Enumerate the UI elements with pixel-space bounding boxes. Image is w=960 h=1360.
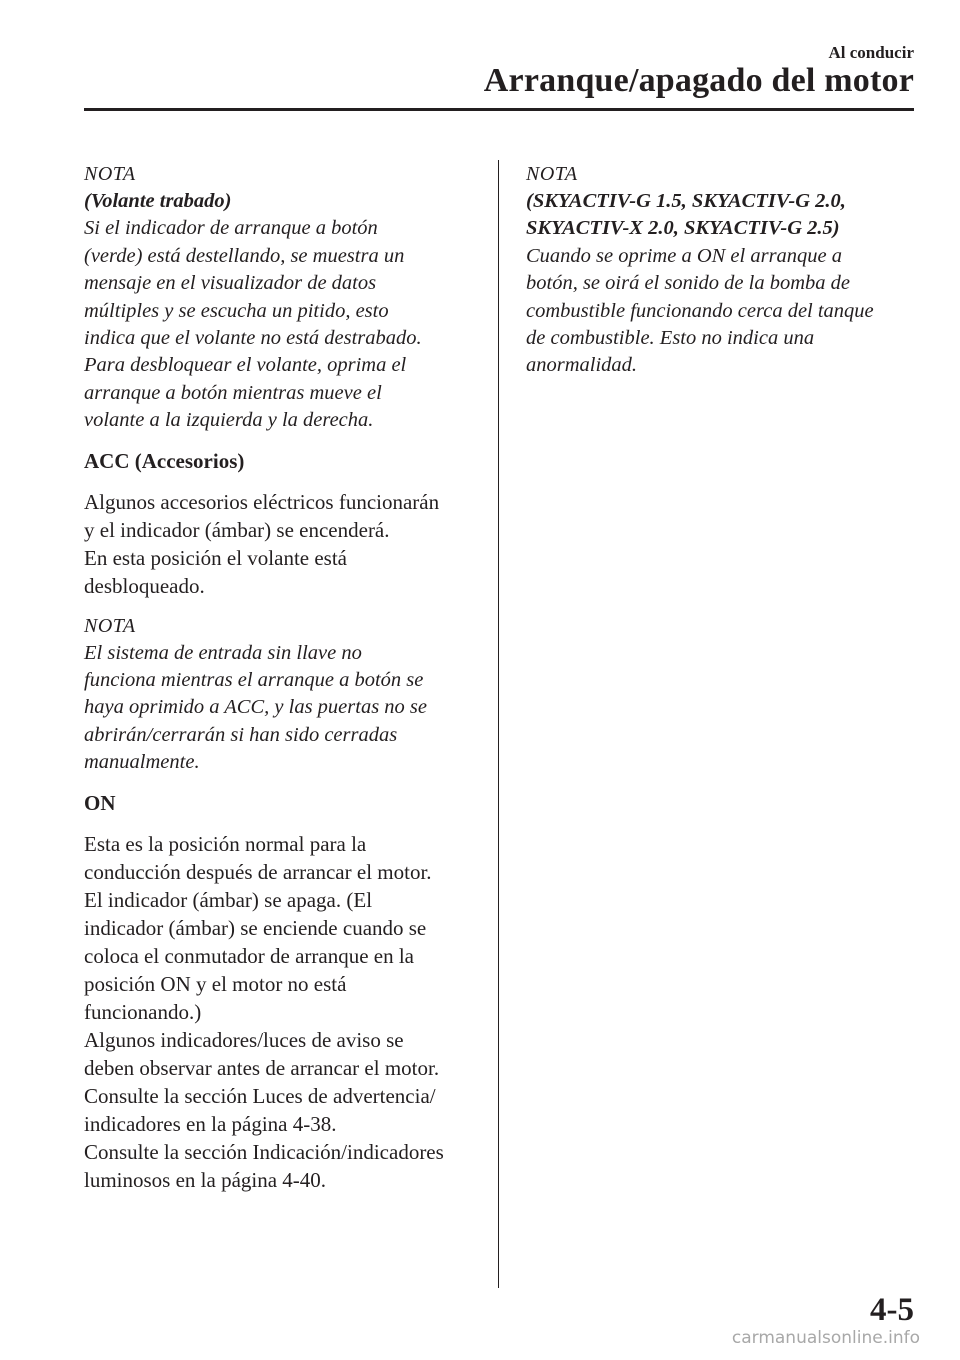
text-line: de combustible. Esto no indica una [526, 327, 815, 350]
note-label: NOTA [84, 163, 136, 185]
text-line: haya oprimido a ACC, y las puertas no se [84, 696, 427, 719]
note-body [84, 215, 482, 434]
note-body [84, 640, 482, 777]
watermark: carmanualsonline.info [731, 1328, 920, 1348]
note-body [526, 243, 924, 380]
text-line: funcionando.) [84, 999, 202, 1024]
text-line: Esta es la posición normal para la [84, 831, 367, 856]
text-line: botón, se oirá el sonido de la bomba de [526, 272, 850, 295]
text-line: Para desbloquear el volante, oprima el [84, 354, 407, 377]
text-line: funciona mientras el arranque a botón se [84, 669, 424, 692]
text-line: luminosos en la página 4-40. [84, 1167, 327, 1192]
text-line: El sistema de entrada sin llave no [84, 641, 362, 664]
section-body [84, 830, 482, 1194]
section-acc [84, 447, 482, 600]
note-keyless-entry [84, 612, 482, 777]
text-line: Cuando se oprime a ON el arranque a [526, 244, 843, 267]
text-line: Algunos accesorios eléctricos funcionarán [84, 489, 440, 514]
text-line: coloca el conmutador de arranque en la [84, 943, 415, 968]
text-line: múltiples y se escucha un pitido, esto [84, 299, 389, 322]
text-line: Consulte la sección Indicación/indicadores [84, 1139, 444, 1164]
text-line: arranque a botón mientras mueve el [84, 381, 382, 404]
text-line: abrirán/cerrarán si han sido cerradas [84, 723, 398, 746]
text-line: SKYACTIV-X 2.0, SKYACTIV-G 2.5) [526, 217, 840, 240]
header-rule [84, 108, 914, 111]
note-steering-locked [84, 160, 482, 435]
section-on [84, 789, 482, 1194]
text-line: volante a la izquierda y la derecha. [84, 409, 374, 432]
text-line: conducción después de arrancar el motor. [84, 859, 432, 884]
text-line: combustible funcionando cerca del tanque [526, 299, 874, 322]
text-line: (verde) está destellando, se muestra un [84, 244, 405, 267]
text-line: indicadores en la página 4-38. [84, 1111, 337, 1136]
text-line: mensaje en el visualizador de datos [84, 272, 377, 295]
note-label: NOTA [526, 163, 578, 185]
text-line: El indicador (ámbar) se apaga. (El [84, 887, 373, 912]
page-number: 4-5 [870, 1292, 914, 1328]
page-title: Arranque/apagado del motor [483, 62, 914, 99]
text-line: En esta posición el volante está [84, 545, 348, 570]
section-body [84, 488, 482, 600]
note-fuel-pump [526, 160, 924, 380]
text-line: Consulte la sección Luces de advertencia/ [84, 1083, 436, 1108]
text-line: deben observar antes de arrancar el motor. [84, 1055, 440, 1080]
right-column [526, 160, 924, 392]
text-line: manualmente. [84, 751, 200, 774]
text-line: desbloqueado. [84, 573, 205, 598]
note-title: (Volante trabado) [84, 190, 232, 212]
text-line: (SKYACTIV-G 1.5, SKYACTIV-G 2.0, [526, 190, 846, 212]
column-divider [498, 160, 499, 1288]
text-line: y el indicador (ámbar) se encenderá. [84, 517, 390, 542]
text-line: Algunos indicadores/luces de aviso se [84, 1027, 404, 1052]
header-section-label: Al conducir [828, 43, 914, 62]
text-line: Si el indicador de arranque a botón [84, 217, 378, 240]
section-heading-acc: ACC (Accesorios) [84, 448, 245, 473]
text-line: posición ON y el motor no está [84, 971, 347, 996]
note-label: NOTA [84, 614, 136, 637]
text-line: indica que el volante no está destrabado. [84, 327, 422, 350]
section-heading-on: ON [84, 790, 116, 815]
text-line: anormalidad. [526, 354, 638, 377]
left-column [84, 160, 482, 1206]
note-title [526, 188, 924, 243]
text-line: indicador (ámbar) se enciende cuando se [84, 915, 427, 940]
